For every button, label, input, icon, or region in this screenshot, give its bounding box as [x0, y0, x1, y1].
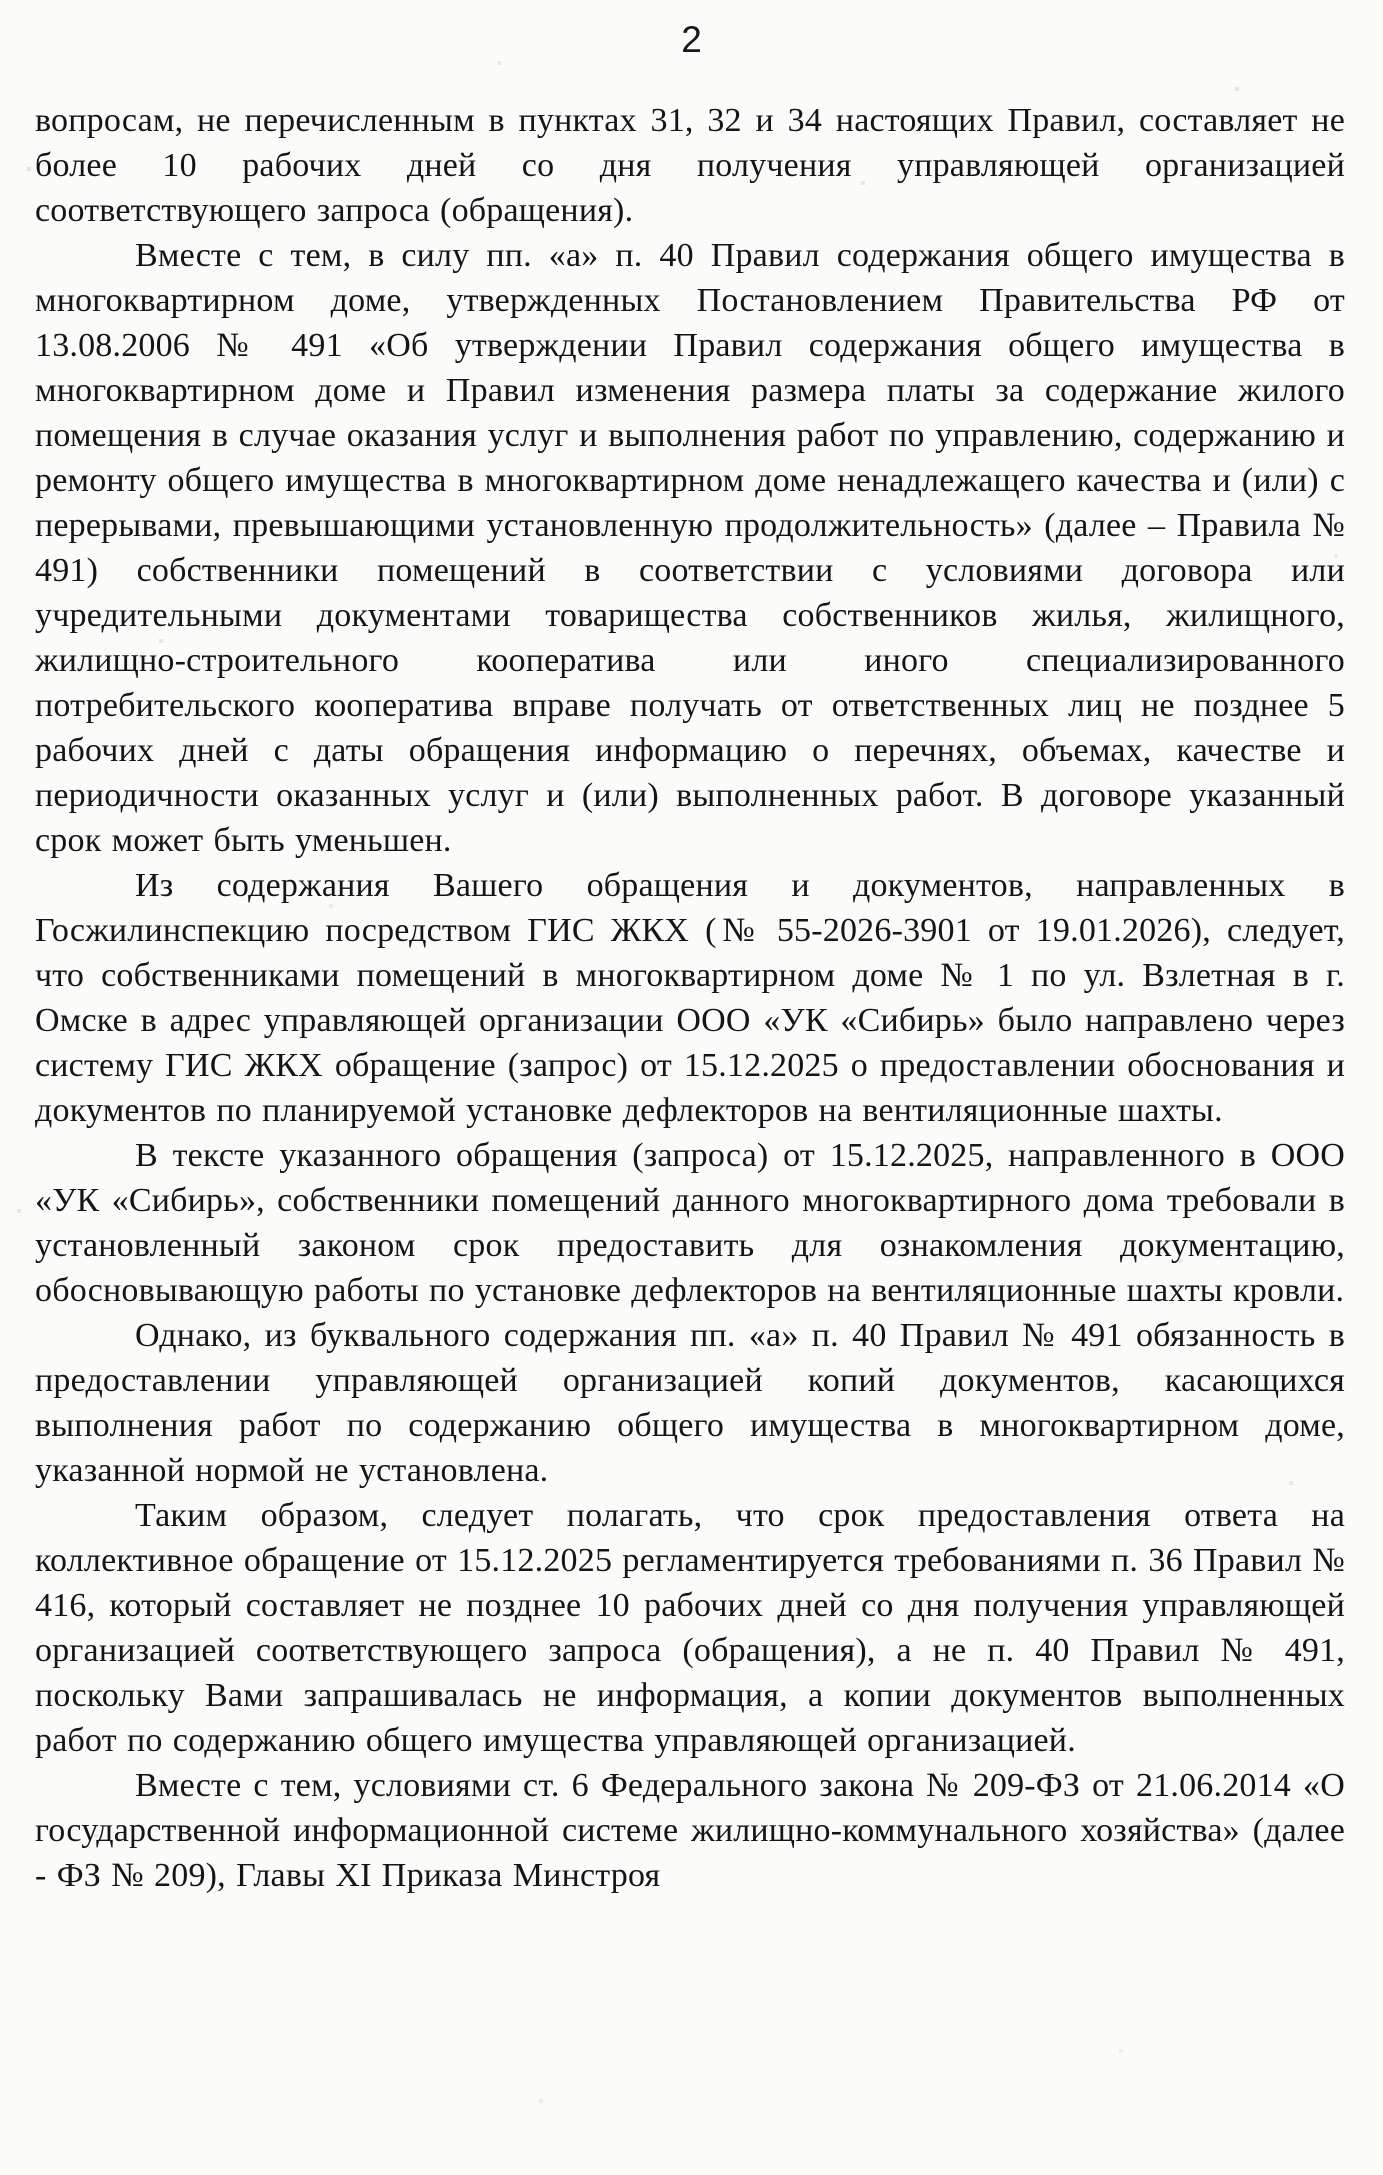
paragraph-appeal-contents: Из содержания Вашего обращения и документов, направленных в Госжилинспекцию посредством ГИС ЖКХ (№ 55-2026-3901 от 19.01.2026), следует, что собственниками помещений в многоквартирном доме № 1 по ул. Взлетная в г. Омске в адрес управляющей организации ООО «УК «Сибирь» было направлено через систему ГИС ЖКХ обращение (запрос) от 15.12.2025 о предоставлении обоснования и документов по планируемой установке дефлекторов на вентиляционные шахты.: [35, 867, 1345, 1129]
scan-noise: [0, 0, 2, 2]
paragraph-appeal-text: В тексте указанного обращения (запроса) от 15.12.2025, направленного в ООО «УК «Сибирь», собственники помещений данного многоквартирного дома требовали в установленный законом срок предоставить для ознакомления документацию, обосновывающую работы по установке дефлекторов на вентиляционные шахты кровли.: [35, 1137, 1345, 1309]
paragraph-continuation: вопросам, не перечисленным в пунктах 31, 32 и 34 настоящих Правил, составляет не более 10 рабочих дней со дня получения управляющей организацией соответствующего запроса (обращения).: [35, 102, 1345, 229]
document-body: [35, 98, 1345, 1898]
page-number: 2: [681, 19, 702, 60]
paragraph-however: Однако, из буквального содержания пп. «а» п. 40 Правил № 491 обязанность в предоставлении управляющей организацией копий документов, касающихся выполнения работ по содержанию общего имущества в многоквартирном доме, указанной нормой не установлена.: [35, 1317, 1345, 1489]
paragraph-rules-491-intro: Вместе с тем, в силу пп. «а» п. 40 Правил содержания общего имущества в многоквартирном доме, утвержденных Постановлением Правительства РФ от 13.08.2006 № 491 «Об утверждении Правил содержания общего имущества в многоквартирном доме и Правил изменения размера платы за содержание жилого помещения в случае оказания услуг и выполнения работ по управлению, содержанию и ремонту общего имущества в многоквартирном доме ненадлежащего качества и (или) с перерывами, превышающими установленную продолжительность» (далее – Правила № 491) собственники помещений в соответствии с условиями договора или учредительными документами товарищества собственников жилья, жилищного, жилищно-строительного кооператива или иного специализированного потребительского кооператива вправе получать от ответственных лиц не позднее 5 рабочих дней с даты обращения информацию о перечнях, объемах, качестве и периодичности оказанных услуг и (или) выполненных работ. В договоре указанный срок может быть уменьшен.: [35, 237, 1345, 859]
paragraph-federal-law-209: Вместе с тем, условиями ст. 6 Федерального закона № 209-ФЗ от 21.06.2014 «О государственной информационной системе жилищно-коммунального хозяйства» (далее - ФЗ № 209), Главы XI Приказа Минстроя: [35, 1767, 1345, 1894]
paragraph-conclusion: Таким образом, следует полагать, что срок предоставления ответа на коллективное обращение от 15.12.2025 регламентируется требованиями п. 36 Правил № 416, который составляет не позднее 10 рабочих дней со дня получения управляющей организацией соответствующего запроса (обращения), а не п. 40 Правил № 491, поскольку Вами запрашивалась не информация, а копии документов выполненных работ по содержанию общего имущества управляющей организацией.: [35, 1497, 1345, 1759]
